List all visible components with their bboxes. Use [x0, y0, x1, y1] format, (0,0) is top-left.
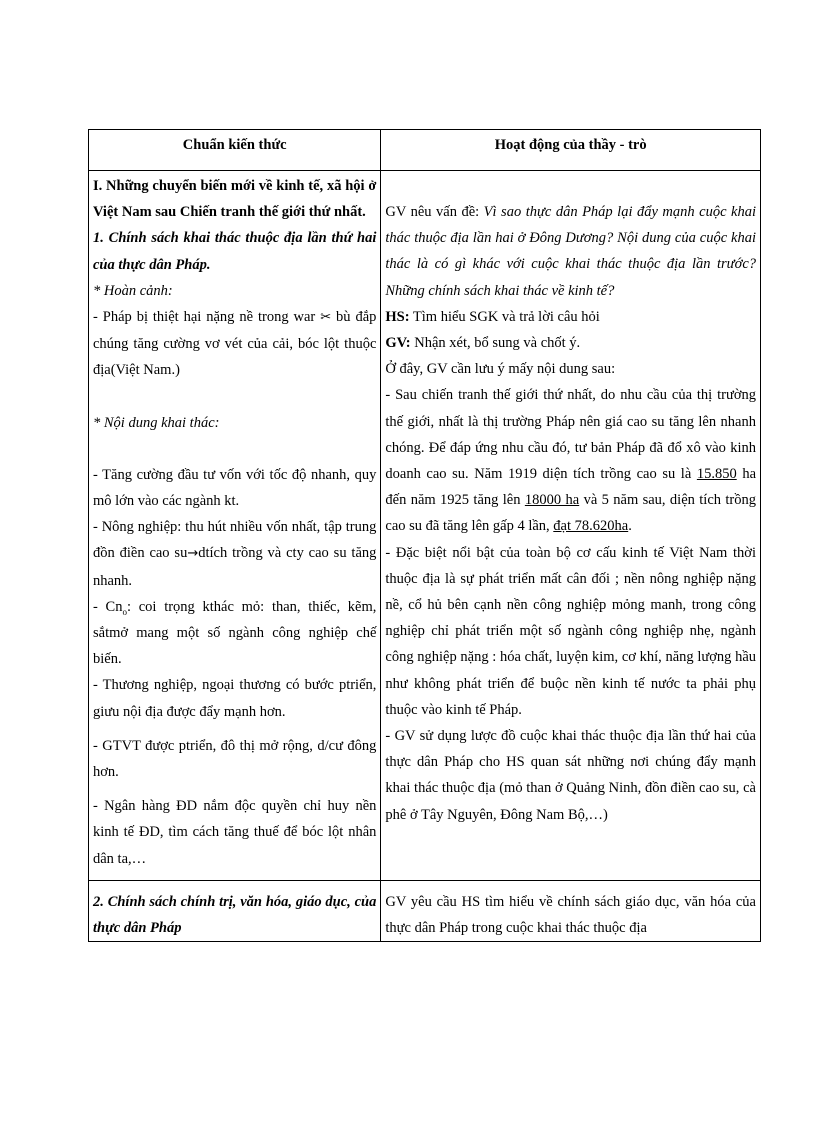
content-heading: * Nội dung khai thác: — [93, 414, 220, 431]
table-row — [89, 880, 761, 941]
arrow-right-icon: → — [187, 546, 199, 562]
context-heading: * Hoàn cảnh: — [93, 282, 173, 299]
section-title: I. Những chuyển biến mới về kinh tế, xã hội ở Việt Nam sau Chiến tranh thế giới thứ nhất. — [93, 178, 377, 221]
context-text: - Pháp bị thiệt hại nặng nề trong war ✂ bù đắp chúng tăng cường vơ vét của cải, bóc lột thuộc địa(Việt Nam.) — [93, 309, 377, 379]
note: Ở đây, GV cần lưu ý mấy nội dung sau: — [385, 361, 616, 378]
subsection-title: 1. Chính sách khai thác thuộc địa lần thứ hai của thực dân Pháp. — [93, 230, 377, 273]
header-knowledge: Chuẩn kiến thức — [89, 130, 381, 171]
activities-cell — [381, 171, 761, 881]
list-item: - $Cn_o$: coi trọng kthác mỏ: than, thiếc, kẽm, sắtmở mang một số ngành công nghiệp chế biến. — [93, 598, 377, 668]
paragraph: GV yêu cầu HS tìm hiểu về chính sách giáo dục, văn hóa của thực dân Pháp trong cuộc khai thác thuộc địa — [385, 893, 756, 937]
header-activities: Hoạt động của thầy - trò — [381, 130, 761, 171]
paragraph: - GV sử dụng lược đồ cuộc khai thác thuộc địa lần thứ hai của thực dân Pháp cho HS quan sát những nơi chúng đẩy mạnh khai thác thuộc địa (mỏ than ở Quảng Ninh, đồn điền cao su, cà phê ở Tây Nguyên, Đông Nam Bộ,…) — [385, 728, 756, 823]
activities-cell — [381, 880, 761, 941]
paragraph: - Đặc biệt nổi bật của toàn bộ cơ cấu kinh tế Việt Nam thời thuộc địa là sự phát triển mất cân đối ; nền nông nghiệp nặng nề, cổ hủ bên cạnh nền công nghiệp mỏng manh, trong công nghiệp chỉ phát triển một số ngành công nghiệp nhẹ, ngành công nghiệp nặng : hóa chất, luyện kim, cơ khí, năng lượng hầu như không phát triển để buộc nền kinh tế nước ta phải phụ thuộc vào kinh tế Pháp. — [385, 544, 756, 718]
gv-task: GV: Nhận xét, bổ sung và chốt ý. — [385, 335, 581, 352]
knowledge-cell — [89, 171, 381, 881]
paragraph: - Sau chiến tranh thế giới thứ nhất, do nhu cầu của thị trường thế giới, nhất là thị trường Pháp nên giá cao su tăng lên nhanh chóng. Để đáp ứng nhu cầu đó, tư bản Pháp đã đổ xô vào kinh doanh cao su. Năm 1919 diện tích trồng cao su là 15.850 ha đến năm 1925 tăng lên 18000 ha và 5 năm sau, diện tích trồng cao su đã tăng lên gấp 4 lần, đạt 78.620ha. — [385, 387, 757, 535]
table-row — [89, 171, 761, 881]
list-item: - GTVT được ptriển, đô thị mở rộng, d/cư đông hơn. — [93, 737, 377, 781]
gv-question: GV nêu vấn đề: Vì sao thực dân Pháp lại đẩy mạnh cuộc khai thác thuộc địa lần hai ở Đông Dương? Nội dung của cuộc khai thác là có gì khác với cuộc khai thác thuộc địa lần trước? Những chính sách khai thác về kinh tế? — [385, 204, 756, 299]
subsection-title: 2. Chính sách chính trị, văn hóa, giáo dục, của thực dân Pháp — [93, 893, 377, 937]
table-header-row — [89, 130, 761, 171]
list-item: - Nông nghiệp: thu hút nhiều vốn nhất, tập trung đồn điền cao su→dtích trồng và cty cao su tăng nhanh. — [93, 519, 377, 589]
list-item: - Thương nghiệp, ngoại thương có bước ptriển, giưu nội địa được đẩy mạnh hơn. — [93, 677, 377, 720]
knowledge-cell — [89, 880, 381, 941]
scissors-icon: ✂ — [320, 310, 332, 326]
hs-task: HS: Tìm hiểu SGK và trả lời câu hỏi — [385, 308, 600, 325]
list-item: - Tăng cường đầu tư vốn với tốc độ nhanh, quy mô lớn vào các ngành kt. — [93, 466, 377, 510]
list-item: - Ngân hàng ĐD nắm độc quyền chỉ huy nền kinh tế ĐD, tìm cách tăng thuế để bóc lột nhân dân ta,… — [93, 798, 377, 867]
lesson-table — [88, 129, 761, 942]
